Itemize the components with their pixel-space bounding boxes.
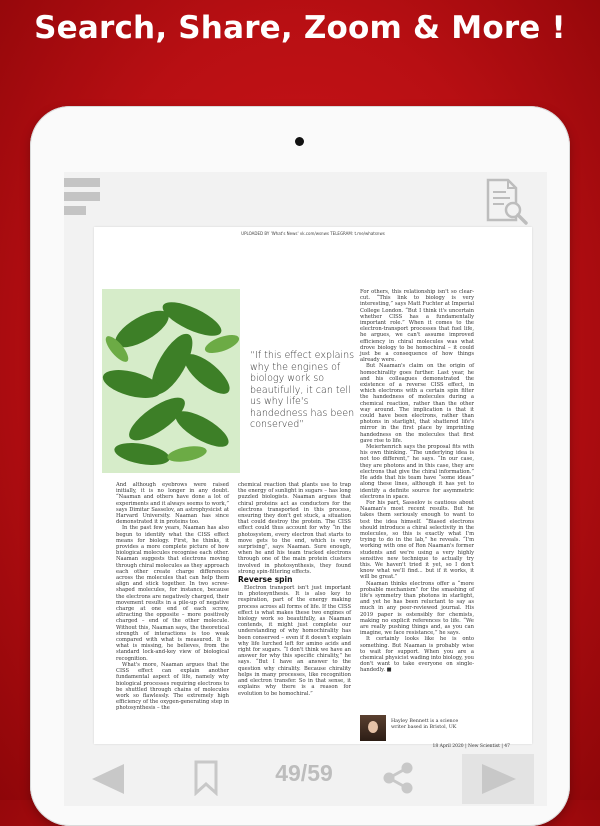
promo-headline: Search, Share, Zoom & More !: [34, 10, 566, 46]
author-bio-text: Hayley Bennett is a science writer based in Bristol, UK: [391, 719, 459, 730]
share-icon[interactable]: [380, 760, 416, 796]
article-column-2: [238, 482, 351, 697]
pull-quote: “If this effect explains why the engines of biology work so beautifully, it can tell us why life's handedness has been conserved”: [250, 350, 355, 430]
author-avatar: [360, 715, 386, 741]
leaves-photo: [102, 289, 240, 473]
reader-screen: [64, 172, 547, 806]
previous-page-icon[interactable]: [80, 760, 136, 798]
paragraph: But Naaman's claim on the origin of homochirality goes further. Last year, he and his colleagues demonstrated the existence of a reverse CISS effect, in which electrons with a certain spin filter the handedness of molecules during a chemical reaction, rather than the other way around. The implication is that it could have been electrons, rather than photons in starlight, that shattered life's mirror in the first place by imprinting handedness on the molecules that first gave rise to life.: [360, 363, 474, 444]
author-bio: [360, 715, 490, 743]
uploaded-note: UPLOADED BY 'What's News' vk.com/wsnws TELEGRAM: t.me/whatsnws: [241, 231, 385, 236]
section-subhead: Reverse spin: [238, 575, 293, 585]
bookmark-icon[interactable]: [192, 760, 220, 796]
tablet-device: [30, 106, 570, 826]
next-page-icon[interactable]: [462, 754, 534, 804]
paragraph: In the past few years, Naaman has also begun to identify what the CISS effect means for biology. First, he thinks, it provides a more complete picture of how biological molecules recognise each other. Naaman suggests that electrons moving through chiral molecules as they approach each other create charge differences across the molecules that can help them align and stick together. In two screw-shaped molecules, for instance, because the electrons are negatively charged, their movement results in a pile-up of negative charge at one end of each screw, attracting the opposite – more positively charged – end of the other molecule. Without this, Naaman says, the theoretical strength of interactions is too weak compared with what is measured. It is what is missing, he believes, from the standard lock-and-key view of biological recognition.: [116, 525, 229, 662]
paragraph: Electron transport isn't just important in photosynthesis. It is also key to respiration, part of the energy making process across all forms of life. If the CISS effect is what makes these two engines of biology work so beautifully, as Naaman contends, it might just complete our understanding of why homochirality has been conserved – even if it doesn't explain why life lurched left for amino acids and right for sugars. “I don't think we have an answer for why this specific chirality,” he says. “But I have an answer to the question why chirality. Because chirality helps in many processes, like recognition and electron transfer. So in that sense, it explains why there is a reason for evolution to be homochiral.”: [238, 585, 351, 697]
paragraph: For his part, Sasselov is cautious about Naaman's most recent results. But he takes them seriously enough to want to test the idea himself. “Biased electrons should introduce a chiral selectivity in the molecules, so this is exactly what I'm trying to do in the lab,” he reveals. “I'm working with one of Ron Naaman's former students and we're using a very highly sensitive new technique to actually try this. We haven't tried it yet, so I don't know what we'll find... but if it works, it will be great.”: [360, 499, 474, 581]
paragraph: Meierhenrich says the proposal fits with his own thinking. “The underlying idea is not too different,” he says. “In our case, they are photons and in this case, they are electrons that give the chiral information.” He adds that his team have “some ideas” along these lines, although it has yet to identify a definite source for asymmetric electrons in space.: [360, 444, 474, 500]
camera-dot: [295, 137, 304, 146]
paragraph: For others, this relationship isn't so clear-cut. “This link to biology is very interesting,” says Matt Fuchter at Imperial College London. “But I think it's uncertain whether CISS has a fundamentally important role.” When it comes to the electron-transport processes that fuel life, he argues, we can't assume improved efficiency in chiral molecules was what drove biology to be homochiral – it could just be a consequence of how things already were.: [360, 289, 474, 364]
search-document-icon[interactable]: [482, 178, 530, 226]
reader-bottom-bar: [64, 754, 547, 806]
page-indicator: 49/59: [275, 760, 333, 786]
page-folio: 18 April 2020 | New Scientist | 47: [432, 744, 510, 749]
paragraph: It certainly looks like he is onto something. But Naaman is probably wise to wait for support. When you are a chemical physicist wading into biology, you don't want to take everyone on single-handedly. ■: [360, 636, 474, 674]
article-column-3: [360, 289, 474, 674]
table-of-contents-icon[interactable]: [64, 178, 104, 224]
article-column-1: [116, 482, 229, 712]
paragraph: Naaman thinks electrons offer a “more probable mechanism” for the smashing of life's symmetry than photons in starlight, and yet he has been reluctant to say as much in any peer-reviewed journal. His 2019 paper is ostensibly for chemists, making no explicit references to life. “We are really pushing things and, as you can imagine, we face resistance,” he says.: [360, 580, 474, 637]
magazine-page[interactable]: [94, 227, 532, 749]
paragraph: And although eyebrows were raised initially, it is no longer in any doubt. “Naaman and others have done a lot of experiments and it always seems to work,” says Dimitar Sasselov, an astrophysicist at Harvard University. Naaman has since demonstrated it in proteins too.: [116, 482, 229, 526]
paragraph: What's more, Naaman argues that the CISS effect can explain another fundamental aspect of life, namely why biological processes requiring electrons to be shuttled through chains of molecules work so flawlessly. The extremely high efficiency of the oxygen-generating step in photosynthesis – the: [116, 661, 229, 712]
paragraph: chemical reaction that plants use to trap the energy of sunlight in sugars – has long puzzled biologists. Naaman argues that chiral proteins act as conductors for the electrons transported in this process, ensuring they don't get stuck, a situation that could destroy the protein. The CISS effect could thus account for why “in the photosystem, every electron that starts to move gets to the end, which is very surprising”, says Naaman. Sure enough, when he and his team tracked electrons through one of the main protein clusters involved in photosynthesis, they found strong spin-filtering effects.: [238, 482, 351, 575]
